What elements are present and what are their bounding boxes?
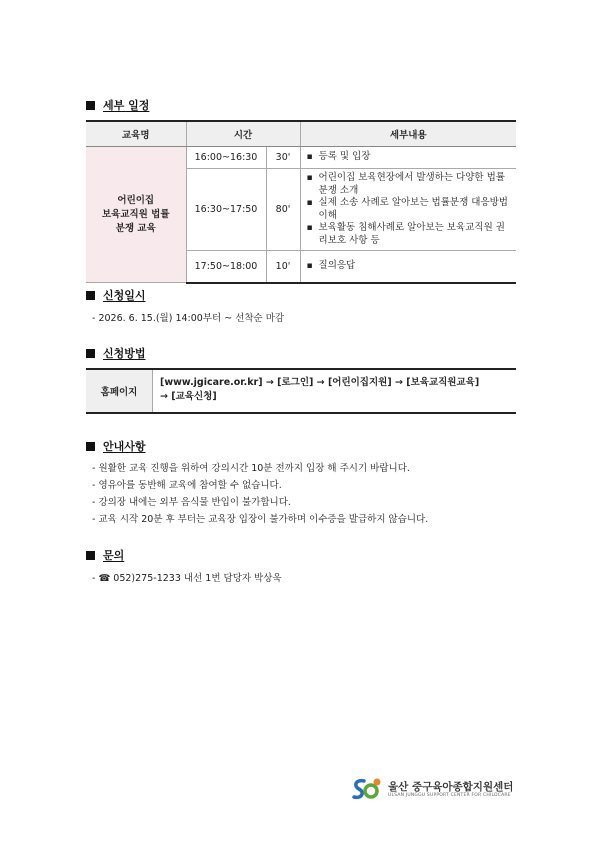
course-name-line: 보육교직원 법률	[101, 208, 170, 220]
course-name-line: 분쟁 교육	[115, 222, 156, 234]
header-course: 교육명	[86, 121, 186, 147]
method-steps-line: → [교육신청]	[160, 391, 217, 402]
application-method-title: 신청방법	[86, 345, 146, 361]
table-row	[86, 147, 516, 169]
time-cell: 16:00~16:30	[186, 147, 266, 169]
duration-cell: 10'	[266, 251, 300, 283]
application-method-box	[86, 368, 516, 414]
duration-cell: 80'	[266, 169, 300, 251]
square-bullet-icon	[86, 551, 95, 560]
org-name-block	[388, 781, 513, 798]
method-label: 홈페이지	[86, 370, 153, 412]
schedule-section-title: 세부 일정	[86, 97, 149, 113]
application-date-text: - 2026. 6. 15.(월) 14:00부터 ~ 선착순 마감	[92, 313, 285, 324]
org-subtitle: ULSAN JUNGGU SUPPORT CENTER FOR CHILDCARE	[388, 792, 511, 798]
schedule-table	[86, 120, 516, 284]
course-name-line: 어린이집	[117, 194, 155, 206]
header-time: 시간	[186, 121, 300, 147]
detail-item: ▪ 질의응답	[307, 260, 511, 273]
notice-title: 안내사항	[86, 438, 146, 454]
details-cell	[300, 169, 516, 251]
org-logo-icon	[350, 776, 384, 802]
org-name: 울산 중구육아종합지원센터	[388, 780, 514, 793]
inquiry-title: 문의	[86, 547, 124, 563]
duration-cell: 30'	[266, 147, 300, 169]
details-cell	[300, 251, 516, 283]
square-bullet-icon	[86, 291, 95, 300]
square-bullet-icon	[86, 101, 95, 110]
notice-item: - 영유아를 동반해 교육에 참여할 수 없습니다.	[92, 480, 282, 491]
method-steps-line: [www.jgicare.or.kr] → [로그인] → [어린이집지원] → [보육교직원교육]	[160, 377, 480, 388]
notice-item: - 원활한 교육 진행을 위하여 강의시간 10분 전까지 입장 해 주시기 바랍니다.	[92, 463, 410, 474]
square-bullet-icon	[86, 442, 95, 451]
detail-item: ▪ 실제 소송 사례로 알아보는 법률분쟁 대응방법 이해	[307, 197, 511, 222]
course-name-cell	[86, 147, 186, 283]
detail-item: ▪ 보육활동 침해사례로 알아보는 보육교직원 권리보호 사항 등	[307, 222, 511, 247]
notice-item: - 강의장 내에는 외부 음식물 반입이 불가합니다.	[92, 497, 291, 508]
detail-item: ▪ 어린이집 보육현장에서 발생하는 다양한 법률분쟁 소개	[307, 172, 511, 197]
notice-item: - 교육 시작 20분 후 부터는 교육장 입장이 불가하며 이수증을 발급하지 않습니다.	[92, 514, 429, 525]
square-bullet-icon	[86, 349, 95, 358]
inquiry-text: - ☎ 052)275-1233 내선 1번 담당자 박상욱	[92, 573, 282, 584]
application-date-title: 신청일시	[86, 287, 146, 303]
org-logo	[350, 776, 513, 802]
method-content	[153, 370, 516, 412]
time-cell: 16:30~17:50	[186, 169, 266, 251]
details-cell	[300, 147, 516, 169]
schedule-header-row	[86, 121, 516, 147]
header-details: 세부내용	[300, 121, 516, 147]
detail-item: ▪ 등록 및 입장	[307, 151, 511, 164]
time-cell: 17:50~18:00	[186, 251, 266, 283]
